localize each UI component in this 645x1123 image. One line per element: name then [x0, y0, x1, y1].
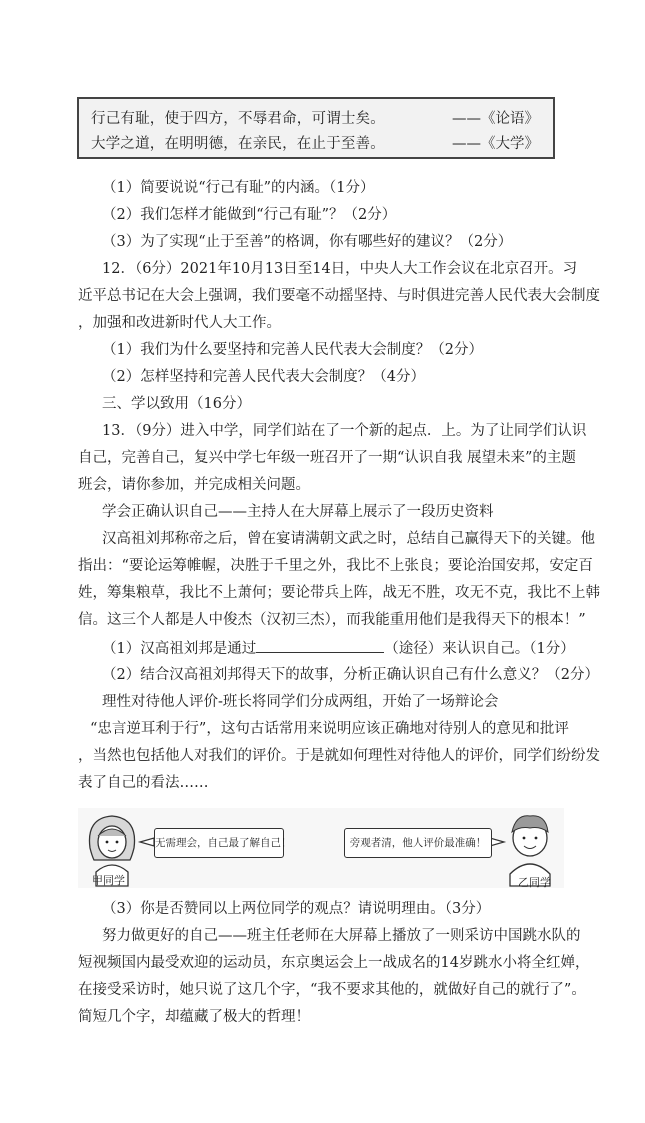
speech-bubble-a: 无需理会，自己最了解自己！ [154, 828, 284, 858]
quote-box [77, 97, 555, 159]
quote-source-2: ——《大学》 [452, 136, 539, 152]
bubble-a-tail [140, 838, 154, 846]
speech-bubble-b: 旁观者清，他人评价最准确！ [344, 828, 492, 858]
q13-part3-line-1: 努力做更好的自己——班主任老师在大屏幕上播放了一则采访中国跳水队的 [102, 928, 581, 944]
q13-sub1-prefix: （1）汉高祖刘邦是通过 [102, 641, 257, 657]
q13-sub1-suffix: （途径）来认识自己。（1分） [384, 641, 575, 657]
q13-part2-title: 理性对待他人评价-班长将同学们分成两组，开始了一场辩论会 [102, 694, 499, 710]
q13-part3-line-4: 简短几个字，却蕴藏了极大的哲理！ [78, 1009, 310, 1025]
q12-line-3: ，加强和改进新时代人大工作。 [78, 315, 281, 331]
q13-line-1: 13．（9分）进入中学，同学们站在了一个新的起点．上。为了让同学们认识 [102, 423, 587, 439]
q12-sub1: （1）我们为什么要坚持和完善人民代表大会制度？（2分） [102, 342, 483, 358]
q13-line-2: 自己，完善自己，复兴中学七年级一班召开了一期“认识自我 展望未来”的主题 [78, 450, 576, 466]
q13-part1-title: 学会正确认识自己——主持人在大屏幕上展示了一段历史资料 [102, 504, 494, 520]
caption-student-b: 乙同学 [518, 876, 551, 889]
q13-sub2: （2）结合汉高祖刘邦得天下的故事，分析正确认识自己有什么意义？（2分） [102, 667, 599, 683]
q13-line-3: 班会，请你参加，并完成相关问题。 [78, 477, 310, 493]
q13-passage-2: 指出：“要论运筹帷幄，决胜于千里之外，我比不上张良；要论治国安邦，安定百 [78, 558, 593, 574]
q11-sub3: （3）为了实现“止于至善”的格调，你有哪些好的建议？（2分） [102, 234, 513, 250]
quote-line-2: 大学之道，在明明德，在亲民，在止于至善。 [91, 136, 385, 152]
section-3-heading: 三、学以致用（16分） [102, 396, 251, 412]
q13-sub1 [102, 638, 575, 659]
quote-line-1: 行己有耻，使于四方，不辱君命，可谓士矣。 [91, 111, 385, 127]
q13-debate-3: 表了自己的看法…… [78, 775, 209, 791]
answer-blank[interactable] [256, 638, 384, 653]
q12-line-1: 12．（6分）2021年10月13日至14日，中央人大工作会议在北京召开。习 [102, 261, 578, 277]
caption-student-a: 甲同学 [92, 874, 125, 887]
q11-sub1: （1）简要说说“行己有耻”的内涵。（1分） [102, 180, 375, 196]
q13-part3-line-3: 在接受采访时，她只说了这几个字，“我不要求其他的，就做好自己的就行了”。 [78, 982, 586, 998]
debate-illustration [78, 808, 564, 888]
q11-sub2: （2）我们怎样才能做到“行己有耻”？（2分） [102, 207, 397, 223]
q13-passage-3: 姓，筹集粮草，我比不上萧何；要论带兵上阵，战无不胜，攻无不克，我比不上韩 [78, 585, 600, 601]
bubble-b-tail [490, 838, 504, 846]
q13-debate-2: ，当然也包括他人对我们的评价。于是就如何理性对待他人的评价，同学们纷纷发 [78, 748, 600, 764]
q13-passage-1: 汉高祖刘邦称帝之后，曾在宴请满朝文武之时，总结自己赢得天下的关键。他 [102, 531, 595, 547]
q13-part3-line-2: 短视频国内最受欢迎的运动员，东京奥运会上一战成名的14岁跳水小将全红婵， [78, 955, 590, 971]
q12-sub2: （2）怎样坚持和完善人民代表大会制度？（4分） [102, 369, 425, 385]
q13-passage-4: 信。这三个人都是人中俊杰（汉初三杰），而我能重用他们是我得天下的根本！” [78, 612, 586, 628]
quote-source-1: ——《论语》 [452, 111, 539, 127]
q12-line-2: 近平总书记在大会上强调，我们要毫不动摇坚持、与时俱进完善人民代表大会制度 [78, 288, 600, 304]
q13-debate-1: “忠言逆耳利于行”，这句古话常用来说明应该正确地对待别人的意见和批评 [90, 721, 569, 737]
q13-sub3: （3）你是否赞同以上两位同学的观点？请说明理由。（3分） [102, 901, 491, 917]
